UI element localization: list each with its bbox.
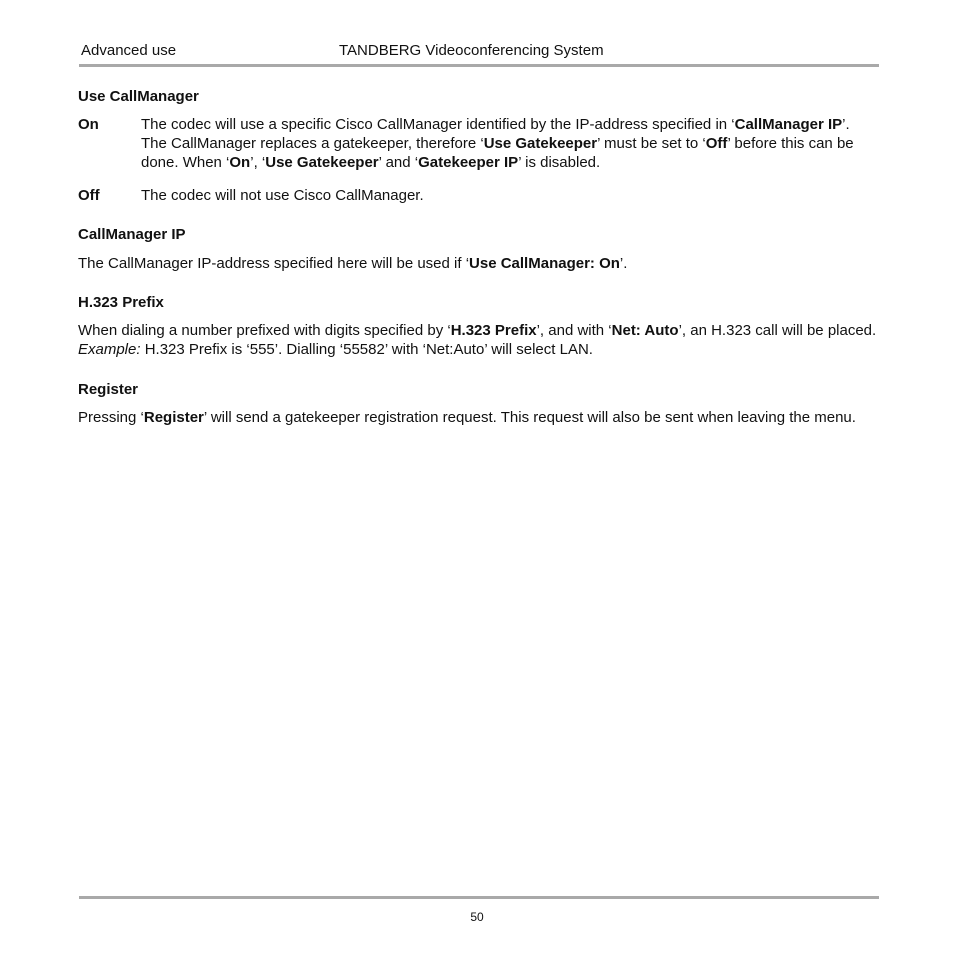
term-off: Off (78, 187, 100, 204)
description-on (141, 115, 878, 172)
bold-fragment: H.323 Prefix (450, 322, 537, 339)
bold-fragment: CallManager IP (734, 116, 843, 133)
paragraph-callmanager-ip (78, 254, 878, 273)
term-on: On (78, 116, 99, 133)
paragraph-register (78, 408, 878, 427)
text-fragment: ’, ‘ (250, 154, 266, 171)
paragraph-h323-prefix (78, 321, 878, 359)
bold-fragment: On (229, 154, 251, 171)
text-fragment: ’ must be set to ‘ (597, 135, 706, 152)
header-title: TANDBERG Videoconferencing System (339, 42, 604, 59)
bold-fragment: Use Gatekeeper (265, 154, 379, 171)
text-fragment: ’, an H.323 call will be placed. (678, 322, 877, 339)
text-fragment: ’ and ‘ (378, 154, 419, 171)
text-fragment: ’ is disabled. (518, 154, 601, 171)
text-fragment: When dialing a number prefixed with digits specified by ‘ (78, 322, 451, 339)
page-number: 50 (470, 910, 484, 924)
text-fragment: The codec will use a specific Cisco CallManager identified by the IP-address specified in ‘ (141, 116, 735, 133)
text-fragment: The CallManager IP-address specified here will be used if ‘ (78, 255, 470, 272)
header-divider (79, 64, 879, 67)
section-heading-callmanager-ip: CallManager IP (78, 226, 186, 243)
description-off: The codec will not use Cisco CallManager. (141, 187, 424, 204)
bold-fragment: Off (705, 135, 728, 152)
text-fragment: H.323 Prefix is ‘555’. Dialling ‘55582’ with ‘Net:Auto’ will select LAN. (140, 341, 593, 358)
text-fragment: ’, and with ‘ (536, 322, 612, 339)
bold-fragment: Net: Auto (611, 322, 679, 339)
header-section-label: Advanced use (81, 42, 177, 59)
text-fragment: ’ will send a gatekeeper registration request. This request will also be sent when leaving the menu. (203, 409, 856, 426)
definition-on (78, 115, 878, 172)
section-heading-h323-prefix: H.323 Prefix (78, 294, 164, 311)
text-fragment: ’ before this can be done. When ‘ (141, 135, 854, 171)
bold-fragment: Use Gatekeeper (483, 135, 598, 152)
bold-fragment: Register (143, 409, 204, 426)
italic-fragment: Example: (78, 341, 141, 358)
section-heading-register: Register (78, 381, 139, 398)
main-content (78, 87, 878, 427)
definition-off (78, 186, 878, 205)
bold-fragment: Use CallManager: On (469, 255, 620, 272)
text-fragment: ’. The CallManager replaces a gatekeeper, therefore ‘ (141, 116, 850, 152)
text-fragment: Pressing ‘ (78, 409, 144, 426)
bold-fragment: Gatekeeper IP (418, 154, 519, 171)
footer-divider (79, 896, 879, 899)
section-heading-use-callmanager: Use CallManager (78, 88, 199, 105)
text-fragment: ’. (619, 255, 628, 272)
